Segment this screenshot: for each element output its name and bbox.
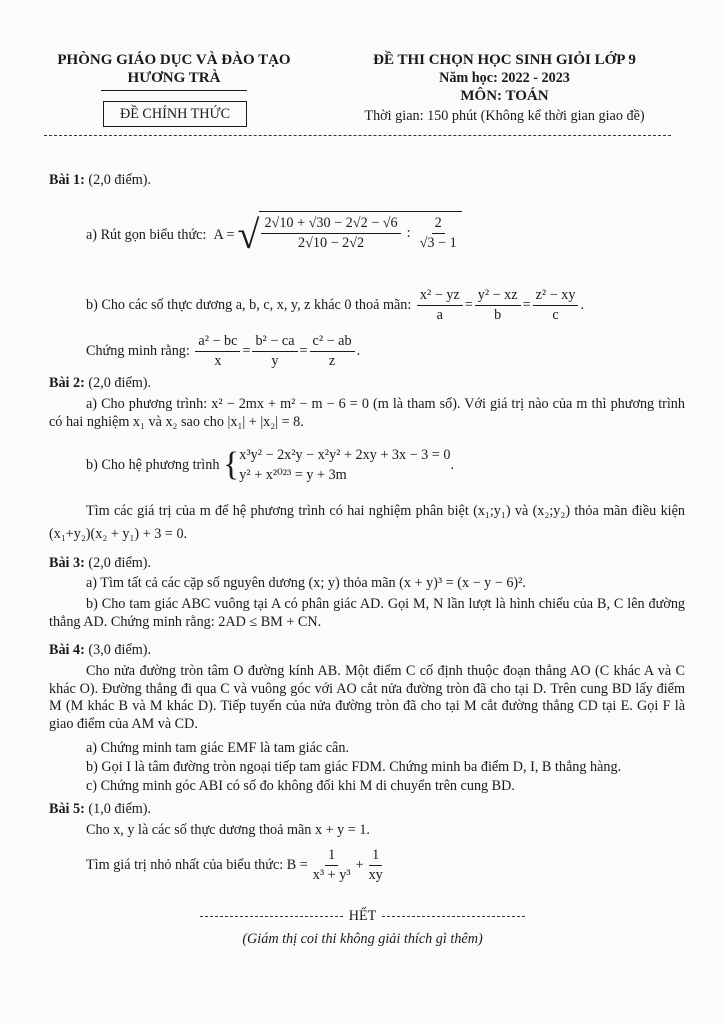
department-name: PHÒNG GIÁO DỤC VÀ ĐÀO TẠO <box>57 52 291 68</box>
bai4-heading: Bài 4: (3,0 điểm). <box>49 642 152 658</box>
bai4-b: b) Gọi I là tâm đường tròn ngoại tiếp tam giác FDM. Chứng minh ba điểm D, I, B thẳng hàng. <box>86 759 622 775</box>
official-badge: ĐỀ CHÍNH THỨC <box>103 101 247 127</box>
exam-title: ĐỀ THI CHỌN HỌC SINH GIỎI LỚP 9 <box>373 52 636 68</box>
bai4-statement: Cho nửa đường tròn tâm O đường kính AB. Một điểm C cố định thuộc đoạn thẳng AO (C khác A và C khác O). Đường thẳng đi qua C và vuông góc với AO cắt nửa đường tròn đã cho tại D. Trên cung BD lấy điểm M (M khác B và M khác D). Tiếp tuyến của nửa đường tròn đã cho tại M cắt đường thẳng CD tại E. Gọi F là giao điểm của AM và CD. <box>49 663 686 732</box>
bai5-heading: Bài 5: (1,0 điểm). <box>49 801 152 817</box>
district-name: HƯƠNG TRÀ <box>127 70 221 86</box>
header-divider <box>44 135 671 136</box>
bai3-a: a) Tìm tất cả các cặp số nguyên dương (x; y) thỏa mãn (x + y)³ = (x − y − 6)². <box>86 575 526 591</box>
bai2-b: b) Cho hệ phương trình { x³y² − 2x²y − x²y² + 2xy + 3x − 3 = 0 y² + x²⁰²³ = y + 3m . <box>86 446 454 483</box>
bai2-b-condition: Tìm các giá trị của m để hệ phương trình có hai nghiệm phân biệt (x₁;y₁) và (x₂;y₂) thỏa mãn điều kiện (x₁+y₂)(x₂ + y₁) + 3 = 0. <box>49 503 685 542</box>
bai3-heading: Bài 3: (2,0 điểm). <box>49 555 152 571</box>
bai3-b: b) Cho tam giác ABC vuông tại A có phân giác AD. Gọi M, N lần lượt là hình chiếu của B, C lên đường thẳng AD. Chứng minh rằng: 2AD ≤ BM + CN. <box>49 596 686 630</box>
school-year: Năm học: 2022 - 2023 <box>439 70 570 86</box>
time-limit: Thời gian: 150 phút (Không kể thời gian giao đề) <box>364 108 645 124</box>
footer-note: (Giám thị coi thi không giải thích gì thêm) <box>242 931 483 947</box>
bai1-heading: Bài 1: (2,0 điểm). <box>49 172 152 188</box>
bai1-prove: Chứng minh rằng: $\frac{\text{a² − bc}}{x}$ = $\frac{\text{b² − ca}}{y}$ = $\frac{\text{c² − ab}}{z}$ . <box>86 333 361 369</box>
subject: MÔN: TOÁN <box>460 88 549 104</box>
end-marker: HẾT <box>200 908 525 925</box>
bai5-expression: Tìm giá trị nhỏ nhất của biểu thức: B = $\frac{1}{\text{x³ + y³}}$ + $\frac{1}{xy}$ <box>86 847 383 883</box>
bai1-a: a) Rút gọn biểu thức: A = √ $\frac{2√10 + √30 - 2√2 - √6}{2√10 - 2√2}$ : $\frac{2}{√3 - 1}$ <box>86 205 462 265</box>
header-underline <box>101 90 247 91</box>
bai4-a: a) Chứng minh tam giác EMF là tam giác cân. <box>86 740 349 756</box>
bai4-c: c) Chứng minh góc ABI có số đo không đổi khi M di chuyển trên cung BD. <box>86 778 515 794</box>
bai2-heading: Bài 2: (2,0 điểm). <box>49 375 152 391</box>
bai2-a: a) Cho phương trình: x² − 2mx + m² − m − 6 = 0 (m là tham số). Với giá trị nào của m thì phương trình có hai nghiệm x₁ và x₂ sao cho |x₁| + |x₂| = 8. <box>49 396 685 430</box>
bai1-b: b) Cho các số thực dương a, b, c, x, y, z khác 0 thoả mãn: $\frac{\text{x² − yz}}{a}$ = $\frac{\text{y² − xz}}{b}$ = $\frac{\text{z² − xy}}{c}$ . <box>86 287 584 323</box>
bai5-given: Cho x, y là các số thực dương thoả mãn x + y = 1. <box>86 822 370 838</box>
